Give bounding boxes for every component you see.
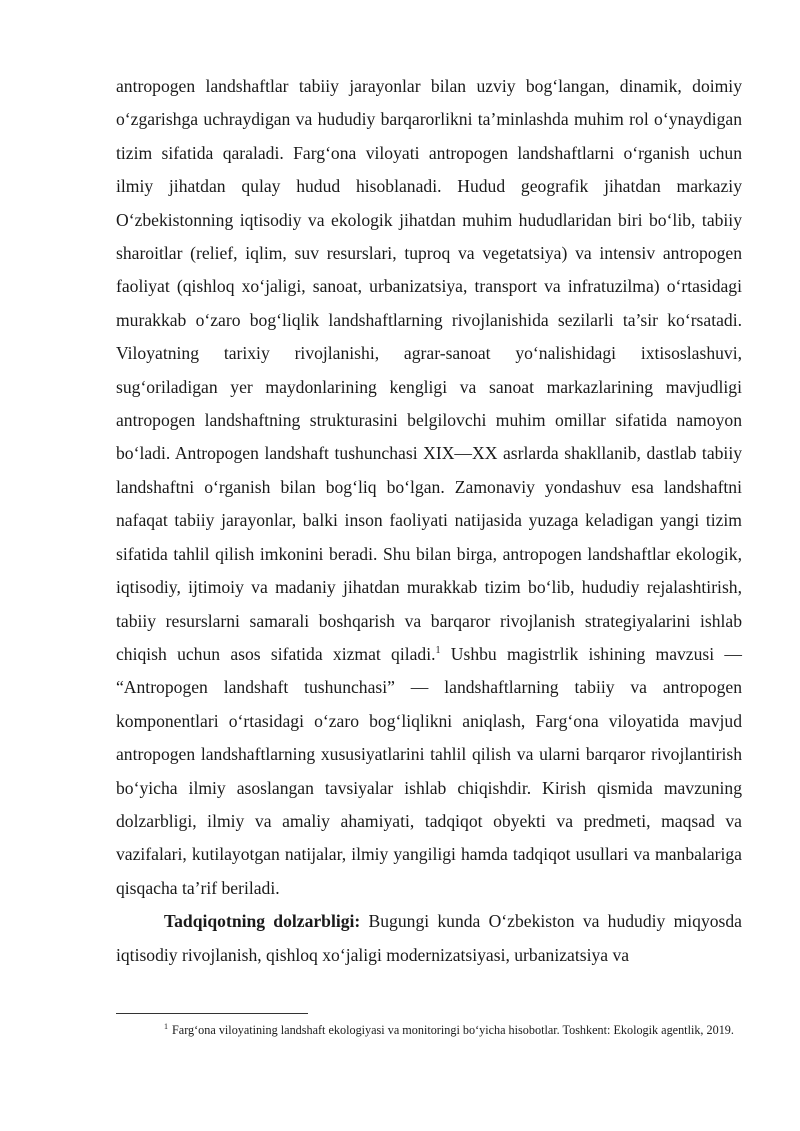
paragraph-text: antropogen landshaftlar tabiiy jarayonlar bilan uzviy bog‘langan, dinamik, doimiy o‘zgarishga uchraydigan va hududiy barqarorlikni ta’minlashda muhim rol o‘ynaydigan tizim sifatida qaraladi. Farg‘ona viloyati antropogen landshaftlarni o‘rganish uchun ilmiy jihatdan qulay hudud hisoblanadi. Hudud geografik jihatdan markaziy O‘zbekistonning iqtisodiy va ekologik jihatdan muhim hududlaridan biri bo‘lib, tabiiy sharoitlar (relief, iqlim, suv resurslari, tuproq va vegetatsiya) va intensiv antropogen faoliyat (qishloq xo‘jaligi, sanoat, urbanizatsiya, transport va infratuzilma) o‘rtasidagi murakkab o‘zaro bog‘liqlik landshaftlarning rivojlanishida sezilarli ta’sir ko‘rsatadi. Viloyatning tarixiy rivojlanishi, agrar-sanoat yo‘nalishidagi ixtisoslashuvi, sug‘oriladigan yer maydonlarining kengligi va sanoat markazlarining mavjudligi antropogen landshaftning strukturasini belgilovchi muhim omillar sifatida namoyon bo‘ladi. Antropogen landshaft tushunchasi XIX—XX asrlarda shakllanib, dastlab tabiiy landshaftni o‘rganish bilan bog‘liq bo‘lgan. Zamonaviy yondashuv esa landshaftni nafaqat tabiiy jarayonlar, balki inson faoliyati natijasida yuzaga keladigan yangi tizim sifatida tahlil qilish imkonini beradi. Shu bilan birga, antropogen landshaftlar ekologik, iqtisodiy, ijtimoiy va madaniy jihatdan murakkab tizim bo‘lib, hududiy rejalashtirish, tabiiy resurslarni samarali boshqarish va barqaror rivojlanish strategiyalarini ishlab chiqish uchun asos sifatida xizmat qiladi. (116, 76, 742, 664)
section-heading: Tadqiqotning dolzarbligi: (164, 911, 361, 932)
footnote-mark: 1 (164, 1021, 168, 1031)
relevance-paragraph (116, 905, 742, 972)
paragraph-text-continued: Ushbu magistrlik ishining mavzusi — “Antropogen landshaft tushunchasi” — landshaftlarning tabiiy va antropogen komponentlari o‘rtasidagi o‘zaro bog‘liqlikni aniqlash, Farg‘ona viloyatida mavjud antropogen landshaftlarning xususiyatlarini tahlil qilish va ularni barqaror rivojlantirish bo‘yicha ilmiy asoslangan tavsiyalar ishlab chiqishdir. Kirish qismida mavzuning dolzarbligi, ilmiy va amaliy ahamiyati, tadqiqot obyekti va predmeti, maqsad va vazifalari, kutilayotgan natijalar, ilmiy yangiligi hamda tadqiqot usullari va manbalariga qisqacha ta’rif beriladi. (116, 643, 742, 898)
page-body (116, 70, 742, 972)
body-paragraph (116, 70, 742, 905)
footnote-separator (116, 1013, 308, 1014)
footnote (116, 1022, 742, 1039)
footnote-reference[interactable]: 1 (435, 645, 441, 657)
footnote-text: Farg‘ona viloyatining landshaft ekologiyasi va monitoringi bo‘yicha hisobotlar. Toshkent: Ekologik agentlik, 2019. (172, 1023, 734, 1037)
paragraph-text: Bugungi kunda O‘zbekiston va hududiy miqyosda iqtisodiy rivojlanish, qishloq xo‘jaligi modernizatsiyasi, urbanizatsiya va (116, 911, 742, 965)
